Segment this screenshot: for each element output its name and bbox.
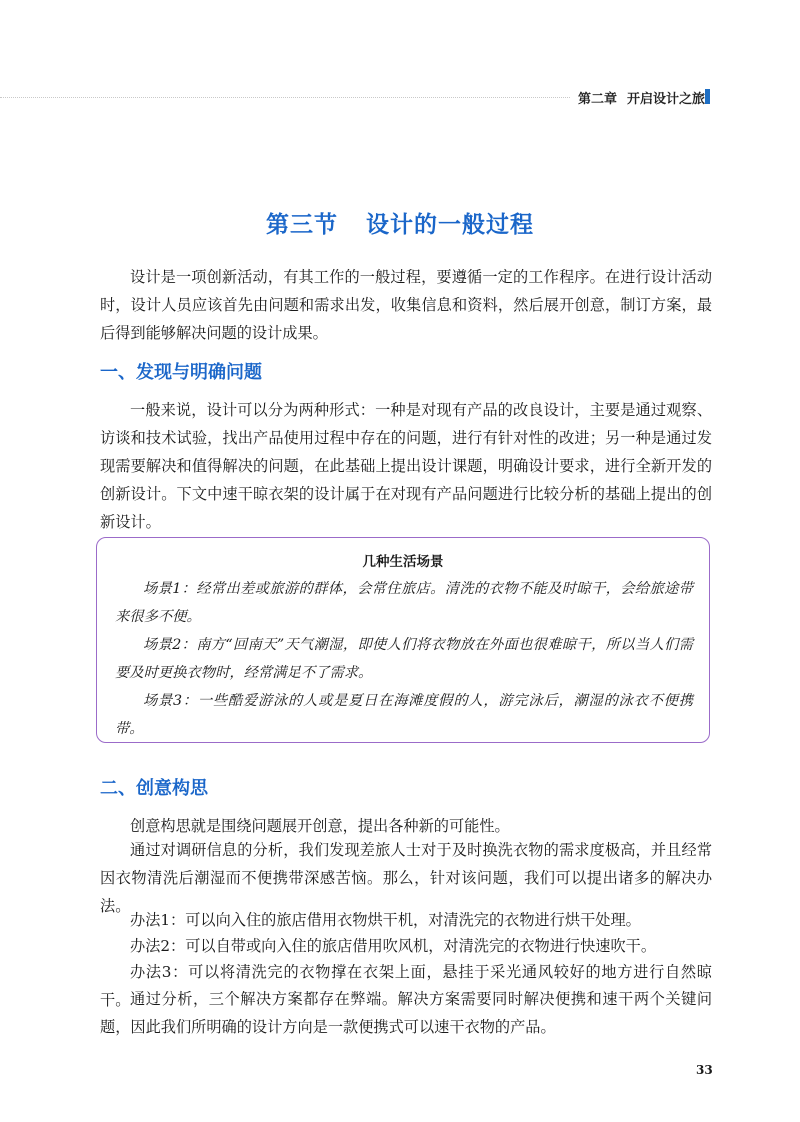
page-number: 33: [696, 1063, 713, 1077]
header-title: 开启设计之旅: [627, 92, 706, 107]
ideation-paragraph: 通过对调研信息的分析，我们发现差旅人士对于及时换洗衣物的需求度极高，并且经常因衣物清洗后潮湿而不便携带深感苦恼。那么，针对该问题，我们可以提出诸多的解决办法。: [100, 841, 712, 915]
discover-paragraph: 一般来说，设计可以分为两种形式：一种是对现有产品的改良设计，主要是通过观察、访谈和技术试验，找出产品使用过程中存在的问题，进行有针对性的改进；另一种是通过发现需要解决和值得解决的问题，在此基础上提出设计课题，明确设计要求，进行全新开发的创新设计。下文中速干晾衣架的设计属于在对现有产品问题进行比较分析的基础上提出的创新设计。: [100, 401, 712, 531]
running-header: [578, 88, 705, 107]
intro-paragraph: 设计是一项创新活动，有其工作的一般过程，要遵循一定的工作程序。在进行设计活动时，设计人员应该首先由问题和需求出发，收集信息和资料，然后展开创意，制订方案，最后得到能够解决问题的设计成果。: [100, 268, 712, 342]
ideation-paragraph: 创意构思就是围绕问题展开创意，提出各种新的可能性。: [130, 817, 510, 835]
ideation-paragraph: 办法1：可以向入住的旅店借用衣物烘干机，对清洗完的衣物进行烘干处理。: [130, 911, 641, 929]
scenarios-title: 几种生活场景: [362, 554, 444, 570]
heading-creative-ideation: 二、创意构思: [100, 778, 208, 799]
header-accent-bar: [705, 89, 710, 104]
header-chapter: 第二章: [578, 92, 618, 107]
scenario-item: 场景1：经常出差或旅游的群体，会常住旅店。清洗的衣物不能及时晾干，会给旅途带来很多不便。: [115, 581, 693, 625]
header-divider: [0, 97, 570, 98]
heading-discover-problem: 一、发现与明确问题: [100, 362, 262, 383]
ideation-paragraph: 办法3：可以将清洗完的衣物撑在衣架上面，悬挂于采光通风较好的地方进行自然晾干。: [100, 963, 712, 1009]
section-number: 第三节: [266, 212, 338, 238]
section-title: [0, 206, 800, 239]
ideation-paragraph: 办法2：可以自带或向入住的旅店借用吹风机，对清洗完的衣物进行快速吹干。: [130, 937, 657, 955]
ideation-paragraph: 通过分析，三个解决方案都存在弊端。解决方案需要同时解决便携和速干两个关键问题，因此我们所明确的设计方向是一款便携式可以速干衣物的产品。: [100, 990, 712, 1036]
scenarios-box: [96, 537, 710, 743]
scenario-item: 场景3：一些酷爱游泳的人或是夏日在海滩度假的人，游完泳后，潮湿的泳衣不便携带。: [115, 693, 693, 737]
scenario-item: 场景2：南方“回南天”天气潮湿，即使人们将衣物放在外面也很难晾干，所以当人们需要及时更换衣物时，经常满足不了需求。: [115, 637, 693, 681]
section-name: 设计的一般过程: [366, 212, 534, 238]
